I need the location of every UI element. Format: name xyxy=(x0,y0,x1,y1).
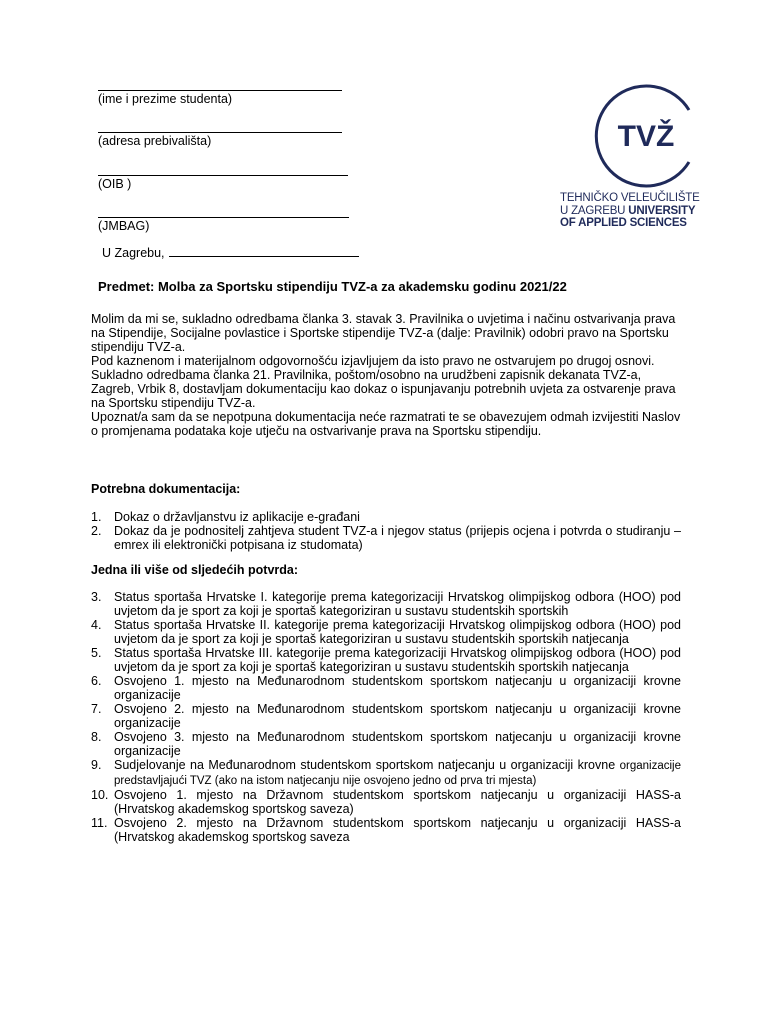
address-line xyxy=(98,132,342,133)
name-label: (ime i prezime studenta) xyxy=(98,92,233,106)
list-item: 6. Osvojeno 1. mjesto na Međunarodnom studentskom sportskom natjecanju u organizaciji krovne organizacije xyxy=(91,674,681,702)
body-paragraph-3: Sukladno odredbama članka 21. Pravilnika, poštom/osobno na urudžbeni zapisnik dekanata TVZ-a, Zagreb, Vrbik 8, dostavljam dokumentaciju kao dokaz o ispunjavanju potrebnih uvjeta za ostvarenje prava na Sportsku stipendiju TVZ-a. xyxy=(91,368,676,410)
subject-line: Predmet: Molba za Sportsku stipendiju TVZ-a za akademsku godinu 2021/22 xyxy=(98,279,567,294)
request-body xyxy=(91,312,685,438)
required-docs-heading: Potrebna dokumentacija: xyxy=(91,482,241,496)
place-label: U Zagrebu, xyxy=(102,246,165,260)
list-item: 4. Status sportaša Hrvatske II. kategorije prema kategorizaciji Hrvatskog olimpijskog odbora (HOO) pod uvjetom da je sport za koji je sportaš kategoriziran u sustavu studentskih sportskih natjecanja xyxy=(91,618,681,646)
logo-line2-a: U ZAGREBU xyxy=(560,204,629,217)
list-item: 5. Status sportaša Hrvatske III. kategorije prema kategorizaciji Hrvatskog olimpijskog odbora (HOO) pod uvjetom da je sport za koji je sportaš kategoriziran u sustavu studentskih sportskih natjecanja xyxy=(91,646,681,674)
confirmations-heading: Jedna ili više od sljedećih potvrda: xyxy=(91,563,299,577)
logo-line2-b: UNIVERSITY xyxy=(628,204,696,217)
place-date-field[interactable] xyxy=(102,246,359,260)
jmbag-field[interactable] xyxy=(98,217,349,233)
oib-line xyxy=(98,175,348,176)
list-item: 10. Osvojeno 1. mjesto na Državnom studentskom sportskom natjecanju u organizaciji HASS-a (Hrvatskog akademskog sportskog saveza) xyxy=(91,788,681,816)
name-field[interactable] xyxy=(98,90,342,106)
oib-field[interactable] xyxy=(98,175,348,191)
tvz-logo xyxy=(560,80,720,230)
date-line xyxy=(169,256,359,257)
confirmations-list xyxy=(91,590,681,844)
address-label: (adresa prebivališta) xyxy=(98,134,212,148)
body-paragraph-2: Pod kaznenom i materijalnom odgovornošću izjavljujem da isto pravo ne ostvarujem po drugoj osnovi. xyxy=(91,354,655,368)
oib-label: (OIB ) xyxy=(98,177,132,191)
jmbag-label: (JMBAG) xyxy=(98,219,150,233)
list-item: 11. Osvojeno 2. mjesto na Državnom studentskom sportskom natjecanju u organizaciji HASS-a (Hrvatskog akademskog sportskog saveza xyxy=(91,816,681,844)
body-paragraph-1: Molim da mi se, sukladno odredbama članka 3. stavak 3. Pravilnika o uvjetima i načinu ostvarivanja prava na Stipendije, Socijalne povlastice i Sportske stipendije TVZ-a (dalje: Pravilnik) odobri pravo na Sportsku stipendiju TVZ-a. xyxy=(91,312,676,354)
name-line xyxy=(98,90,342,91)
logo-line3: OF APPLIED SCIENCES xyxy=(560,217,687,229)
required-docs-list xyxy=(91,510,681,552)
body-paragraph-4: Upoznat/a sam da se nepotpuna dokumentacija neće razmatrati te se obavezujem odmah izvijestiti Naslov o promjenama podataka koje utječu na ostvarivanje prava na Sportsku stipendiju. xyxy=(91,410,681,438)
list-item: 9. Sudjelovanje na Međunarodnom studentskom sportskom natjecanju u organizaciji krovne organizacije predstavljajući TVZ (ako na istom natjecanju nije osvojeno jedno od prva tri mjesta) xyxy=(91,758,681,787)
jmbag-line xyxy=(98,217,349,218)
logo-line1: TEHNIČKO VELEUČILIŠTE xyxy=(560,192,700,204)
list-item: 8. Osvojeno 3. mjesto na Međunarodnom studentskom sportskom natjecanju u organizaciji krovne organizacije xyxy=(91,730,681,758)
list-item: 3. Status sportaša Hrvatske I. kategorije prema kategorizaciji Hrvatskog olimpijskog odbora (HOO) pod uvjetom da je sport za koji je sportaš kategoriziran u sustavu studentskih sportskih xyxy=(91,590,681,618)
list-item: 2. Dokaz da je podnositelj zahtjeva student TVZ-a i njegov status (prijepis ocjena i potvrda o studiranju – emrex ili elektronički potpisana iz studomata) xyxy=(91,524,681,552)
tvz-logo-mark-icon xyxy=(590,80,702,192)
address-field[interactable] xyxy=(98,132,342,148)
logo-mark-text: TVŽ xyxy=(617,120,675,153)
list-item: 7. Osvojeno 2. mjesto na Međunarodnom studentskom sportskom natjecanju u organizaciji krovne organizacije xyxy=(91,702,681,730)
list-item: 1. Dokaz o državljanstvu iz aplikacije e-građani xyxy=(91,510,360,524)
